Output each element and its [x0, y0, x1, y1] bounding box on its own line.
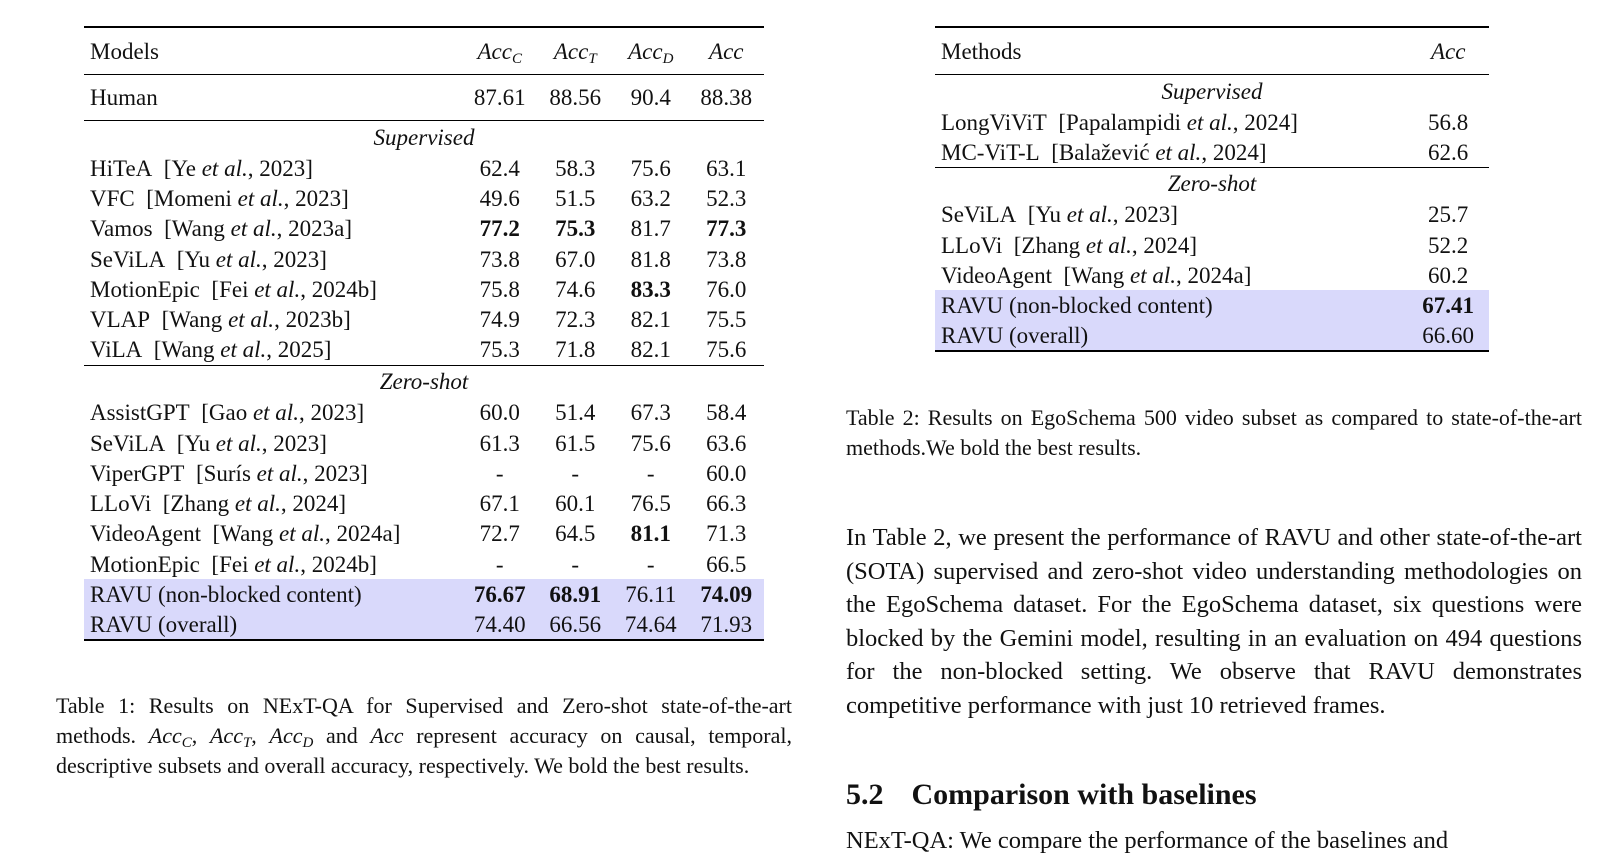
cell-acc: 52.3 — [706, 185, 747, 211]
table-row — [84, 335, 764, 365]
method-name: LongViViT [Papalampidi et al., 2024] — [941, 109, 1298, 135]
ravu-row-non-blocked — [935, 290, 1489, 320]
table-row — [935, 137, 1489, 167]
section-number: 5.2 — [846, 778, 884, 811]
method-name: MC-ViT-L [Balažević et al., 2024] — [941, 139, 1267, 165]
cell-acc-c: 60.0 — [479, 400, 520, 426]
cell-acc-t: 51.5 — [555, 185, 596, 211]
model-name: ViLA [Wang et al., 2025] — [90, 337, 332, 363]
body-paragraph: In Table 2, we present the performance of RAVU and other state-of-the-art (SOTA) supervised and zero-shot video understanding methodologies on the EgoSchema dataset. For the EgoSchema dataset, six questions were blocked by the Gemini model, resulting in an evaluation on 494 questions for the non-blocked setting. We observe that RAVU demonstrates competitive performance with just 10 retrieved frames. — [846, 524, 1582, 719]
method-name: RAVU (overall) — [935, 321, 1407, 351]
cell-acc: 88.38 — [689, 75, 765, 121]
cell-acc-c: 75.3 — [479, 337, 520, 363]
table-1-header-row — [84, 27, 764, 75]
table-row — [84, 183, 764, 213]
method-name: SeViLA [Yu et al., 2023] — [941, 202, 1178, 228]
cell-acc-d: 63.2 — [630, 185, 671, 211]
cell-acc-c: 67.1 — [479, 491, 520, 517]
table-row — [84, 488, 764, 518]
cell-acc-d: 90.4 — [613, 75, 689, 121]
header-methods: Methods — [935, 27, 1407, 75]
model-name: VideoAgent [Wang et al., 2024a] — [90, 521, 401, 547]
method-name: VideoAgent [Wang et al., 2024a] — [941, 262, 1252, 288]
cell-acc-c: - — [495, 551, 504, 577]
section-zero-shot — [935, 167, 1489, 200]
cell-acc-t: 64.5 — [555, 521, 596, 547]
header-acc-t: Acc$_T$ — [538, 27, 614, 75]
header-acc-c: Acc$_C$ — [462, 27, 538, 75]
cell-acc-t: 75.3 — [555, 216, 596, 242]
table-1 — [84, 26, 764, 641]
cell-acc-d: 75.6 — [630, 155, 671, 181]
cell-acc: 75.5 — [706, 307, 747, 333]
table-row — [935, 260, 1489, 290]
cell-acc-t: 60.1 — [555, 491, 596, 517]
model-name: MotionEpic [Fei et al., 2024b] — [90, 551, 377, 577]
table-1-caption: Table 1: Results on NExT-QA for Supervised and Zero-shot state-of-the-art methods. Acc$_C$, Acc$_T$, Acc$_D$ and Acc represent accuracy on causal, temporal, descriptive subsets and overall accuracy, respectively. We bold the best results. — [56, 693, 793, 778]
cell-acc: 56.8 — [1428, 109, 1469, 135]
cell-acc-t: 61.5 — [555, 430, 596, 456]
cell-acc-t: 58.3 — [555, 155, 596, 181]
model-name: Human — [84, 75, 462, 121]
cell-acc-t: 72.3 — [555, 307, 596, 333]
section-label: Supervised — [84, 121, 764, 154]
body-next-line: NExT-QA: We compare the performance of the baselines and — [846, 827, 1449, 854]
cell-acc-d: - — [646, 551, 655, 577]
header-models: Models — [84, 27, 462, 75]
cell-acc: 75.6 — [706, 337, 747, 363]
table-row — [84, 304, 764, 334]
cell-acc: 67.41 — [1407, 290, 1489, 320]
cell-acc: 60.0 — [706, 460, 747, 486]
cell-acc-t: - — [571, 551, 580, 577]
ravu-row-overall — [84, 610, 764, 640]
cell-acc-c: 72.7 — [479, 521, 520, 547]
header-acc-d: Acc$_D$ — [613, 27, 689, 75]
cell-acc: 71.93 — [689, 610, 765, 640]
table-2-caption: Table 2: Results on EgoSchema 500 video subset as compared to state-of-the-art methods.We bold the best results. — [846, 405, 1582, 460]
cell-acc-c: 74.40 — [462, 610, 538, 640]
cell-acc-c: - — [495, 460, 504, 486]
cell-acc-c: 49.6 — [479, 185, 520, 211]
table-row — [84, 153, 764, 183]
cell-acc-c: 76.67 — [462, 579, 538, 609]
cell-acc: 58.4 — [706, 400, 747, 426]
table-row — [84, 519, 764, 549]
cell-acc: 63.6 — [706, 430, 747, 456]
header-acc: Acc — [689, 27, 765, 75]
cell-acc-d: - — [646, 460, 655, 486]
cell-acc-c: 75.8 — [479, 276, 520, 302]
section-heading — [846, 778, 1257, 812]
model-name: SeViLA [Yu et al., 2023] — [90, 430, 327, 456]
cell-acc-d: 81.1 — [630, 521, 671, 547]
table-row — [935, 230, 1489, 260]
model-name: HiTeA [Ye et al., 2023] — [90, 155, 313, 181]
model-name: VLAP [Wang et al., 2023b] — [90, 307, 351, 333]
cell-acc-d: 81.7 — [630, 216, 671, 242]
method-name: LLoVi [Zhang et al., 2024] — [941, 232, 1198, 258]
cell-acc-d: 81.8 — [630, 246, 671, 272]
table-2 — [935, 26, 1489, 352]
cell-acc: 76.0 — [706, 276, 747, 302]
cell-acc: 63.1 — [706, 155, 747, 181]
cell-acc: 66.60 — [1407, 321, 1489, 351]
cell-acc: 25.7 — [1428, 202, 1469, 228]
cell-acc-t: 67.0 — [555, 246, 596, 272]
cell-acc-c: 77.2 — [479, 216, 520, 242]
cell-acc: 71.3 — [706, 521, 747, 547]
cell-acc-d: 83.3 — [630, 276, 671, 302]
table-row — [935, 107, 1489, 137]
cell-acc: 74.09 — [689, 579, 765, 609]
table-row — [84, 428, 764, 458]
header-acc: Acc — [1407, 27, 1489, 75]
cell-acc-t: 71.8 — [555, 337, 596, 363]
model-name: RAVU (overall) — [84, 610, 462, 640]
cell-acc-d: 74.64 — [613, 610, 689, 640]
model-name: ViperGPT [Surís et al., 2023] — [90, 460, 368, 486]
cell-acc-c: 73.8 — [479, 246, 520, 272]
cell-acc-d: 82.1 — [630, 337, 671, 363]
section-label: Zero-shot — [935, 167, 1489, 200]
section-label: Supervised — [935, 75, 1489, 108]
cell-acc-t: 51.4 — [555, 400, 596, 426]
table-row — [84, 274, 764, 304]
cell-acc: 66.3 — [706, 491, 747, 517]
table-row — [84, 458, 764, 488]
method-name: RAVU (non-blocked content) — [935, 290, 1407, 320]
cell-acc-d: 82.1 — [630, 307, 671, 333]
model-name: SeViLA [Yu et al., 2023] — [90, 246, 327, 272]
cell-acc-t: 68.91 — [538, 579, 614, 609]
cell-acc-d: 67.3 — [630, 400, 671, 426]
table-2-header-row — [935, 27, 1489, 75]
cell-acc-c: 74.9 — [479, 307, 520, 333]
cell-acc-t: - — [571, 460, 580, 486]
cell-acc-c: 62.4 — [479, 155, 520, 181]
model-name: RAVU (non-blocked content) — [84, 579, 462, 609]
human-row — [84, 75, 764, 121]
cell-acc-c: 61.3 — [479, 430, 520, 456]
cell-acc-d: 76.5 — [630, 491, 671, 517]
table-row — [84, 549, 764, 579]
ravu-row-overall — [935, 321, 1489, 351]
cell-acc-t: 66.56 — [538, 610, 614, 640]
section-supervised — [84, 121, 764, 154]
model-name: LLoVi [Zhang et al., 2024] — [90, 491, 347, 517]
model-name: Vamos [Wang et al., 2023a] — [90, 216, 353, 242]
cell-acc: 60.2 — [1428, 262, 1469, 288]
cell-acc-d: 76.11 — [613, 579, 689, 609]
cell-acc: 62.6 — [1428, 139, 1469, 165]
cell-acc: 52.2 — [1428, 232, 1469, 258]
cell-acc-t: 74.6 — [555, 276, 596, 302]
table-row — [84, 214, 764, 244]
table-row — [935, 200, 1489, 230]
ravu-row-non-blocked — [84, 579, 764, 609]
cell-acc: 66.5 — [706, 551, 747, 577]
cell-acc-d: 75.6 — [630, 430, 671, 456]
section-zero-shot — [84, 365, 764, 398]
table-row — [84, 244, 764, 274]
model-name: AssistGPT [Gao et al., 2023] — [90, 400, 365, 426]
cell-acc: 73.8 — [706, 246, 747, 272]
table-row — [84, 398, 764, 428]
model-name: VFC [Momeni et al., 2023] — [90, 185, 349, 211]
section-label: Zero-shot — [84, 365, 764, 398]
section-supervised — [935, 75, 1489, 108]
section-title: Comparison with baselines — [911, 778, 1257, 811]
model-name: MotionEpic [Fei et al., 2024b] — [90, 276, 377, 302]
cell-acc-t: 88.56 — [538, 75, 614, 121]
cell-acc: 77.3 — [706, 216, 747, 242]
cell-acc-c: 87.61 — [462, 75, 538, 121]
